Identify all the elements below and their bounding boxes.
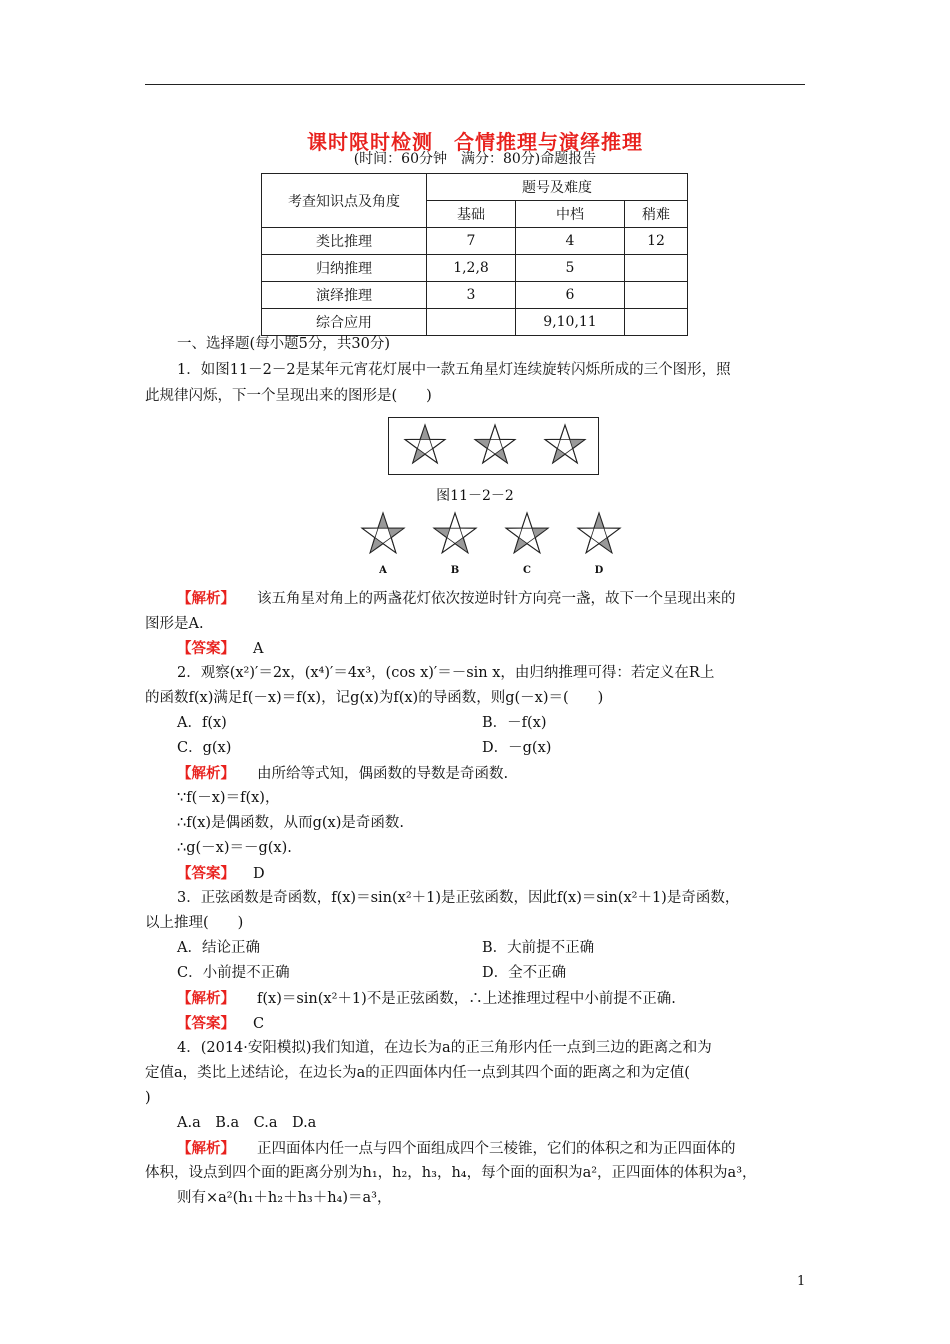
analysis-text: 该五角星对角上的两盏花灯依次按逆时针方向亮一盏，故下一个呈现出来的 [257,591,736,607]
q4-stem-line2: 定值a，类比上述结论，在边长为a的正四面体内任一点到其四个面的距离之和为定值( [145,1065,690,1081]
q1-answer [177,636,263,662]
table-cell: 类比推理 [262,228,427,255]
table-header-topic: 考查知识点及角度 [262,174,427,228]
table-cell [625,255,688,282]
q4-analysis-line2: 体积，设点到四个面的距离分别为h₁，h₂，h₃，h₄，每个面的面积为a²，正四面体的体积为a³， [145,1165,757,1181]
table-cell: 归纳推理 [262,255,427,282]
star-icon [506,513,548,553]
q4-stem-line3: ) [145,1090,151,1106]
star-icon [362,513,404,553]
option-label-b: B [450,565,460,576]
page-title: 课时限时检测 合情推理与演绎推理 [307,130,643,154]
answer-value: A [253,641,264,657]
table-cell [625,282,688,309]
star-icon [545,425,585,463]
figure-11-2-2 [388,417,599,475]
q3-option-a: A．结论正确 [177,940,260,956]
q2-step2: ∴f(x)是偶函数，从而g(x)是奇函数. [177,815,404,831]
table-header-level: 基础 [427,201,516,228]
table-row [262,255,688,282]
answer-tag: 【答案】 [177,865,235,882]
page-number: 1 [797,1274,806,1289]
q4-analysis-line3: 则有×a²(h₁＋h₂＋h₃＋h₄)＝a³， [177,1190,392,1206]
answer-tag: 【答案】 [177,640,235,657]
option-label-c: C [523,565,531,576]
answer-tag: 【答案】 [177,1015,235,1032]
header-rule [145,84,805,85]
q2-option-b: B．－f(x) [482,715,547,731]
table-cell: 9,10,11 [516,309,625,336]
star-icon [578,513,620,553]
page-subtitle: (时间：60分钟 满分：80分)命题报告 [353,151,597,167]
answer-value: C [253,1016,265,1032]
analysis-tag: 【解析】 [177,765,235,782]
option-label-a: A [379,565,387,576]
star-icon [434,513,476,553]
analysis-tag: 【解析】 [177,1140,235,1157]
table-cell [625,309,688,336]
table-header-group: 题号及难度 [427,174,688,201]
q1-stem-line1: 1．如图11－2－2是某年元宵花灯展中一款五角星灯连续旋转闪烁所成的三个图形，照 [177,362,731,378]
analysis-tag: 【解析】 [177,590,235,607]
q2-stem-line1: 2．观察(x²)′＝2x，(x⁴)′＝4x³，(cos x)′＝－sin x，由归纳推理可得：若定义在R上 [177,665,715,681]
table-cell: 7 [427,228,516,255]
q2-option-d: D．－g(x) [482,740,552,756]
table-cell: 6 [516,282,625,309]
q3-stem-line1: 3．正弦函数是奇函数，f(x)＝sin(x²＋1)是正弦函数，因此f(x)＝sin(x²＋1)是奇函数， [177,890,740,906]
q3-option-d: D．全不正确 [482,965,567,981]
q1-stem-line2: 此规律闪烁，下一个呈现出来的图形是( ) [145,388,432,404]
q3-analysis [177,986,676,1012]
table-cell: 5 [516,255,625,282]
q2-answer [177,861,265,887]
table-cell: 12 [625,228,688,255]
table-header-level: 中档 [516,201,625,228]
q2-step3: ∴g(－x)＝－g(x). [177,840,292,856]
answer-value: D [253,866,265,882]
table-header-level: 稍难 [625,201,688,228]
table-cell: 演绎推理 [262,282,427,309]
option-stars [355,511,635,561]
star-icon [475,425,515,463]
table-cell [427,309,516,336]
q1-analysis [177,586,736,612]
report-table [261,173,688,336]
table-cell: 4 [516,228,625,255]
q2-analysis [177,761,508,787]
q4-analysis [177,1136,736,1162]
table-cell: 1,2,8 [427,255,516,282]
q2-step1: ∵f(－x)＝f(x)， [177,790,280,806]
option-label-d: D [594,565,604,576]
q3-stem-line2: 以上推理( ) [145,915,244,931]
star-sequence-figure [389,418,598,474]
table-cell: 3 [427,282,516,309]
answer-options-figure [355,511,635,565]
section-heading: 一、选择题(每小题5分，共30分) [177,336,390,352]
q1-analysis-line2: 图形是A. [145,616,204,632]
q4-stem-line1: 4．(2014·安阳模拟)我们知道，在边长为a的正三角形内任一点到三边的距离之和为 [177,1040,712,1056]
analysis-tag: 【解析】 [177,990,235,1007]
q3-option-b: B．大前提不正确 [482,940,595,956]
star-icon [405,425,445,463]
figure-caption: 图11－2－2 [436,488,514,504]
q3-option-c: C．小前提不正确 [177,965,290,981]
table-row [262,228,688,255]
table-row [262,282,688,309]
analysis-text: 由所给等式知，偶函数的导数是奇函数. [257,766,509,782]
q2-option-c: C．g(x) [177,740,232,756]
q3-answer [177,1011,264,1037]
q2-option-a: A．f(x) [177,715,227,731]
q4-options: A.a B.a C.a D.a [177,1115,317,1131]
table-cell: 综合应用 [262,309,427,336]
q2-stem-line2: 的函数f(x)满足f(－x)＝f(x)，记g(x)为f(x)的导函数，则g(－x)＝( ) [145,690,604,706]
analysis-text: 正四面体内任一点与四个面组成四个三棱锥，它们的体积之和为正四面体的 [257,1141,736,1157]
analysis-text: f(x)＝sin(x²＋1)不是正弦函数，∴上述推理过程中小前提不正确. [257,991,676,1007]
